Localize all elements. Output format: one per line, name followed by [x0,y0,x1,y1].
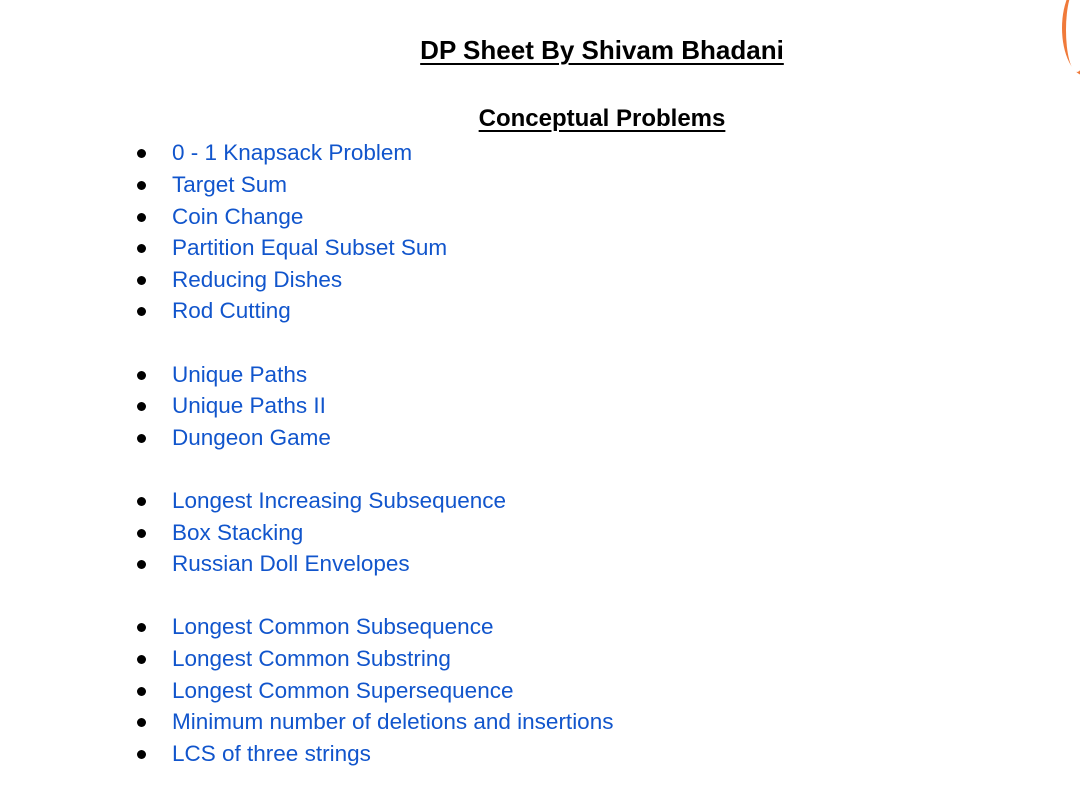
list-item [131,423,331,453]
bullet-icon [137,244,146,253]
problem-link[interactable]: Russian Doll Envelopes [172,551,410,576]
problem-link[interactable]: LCS of three strings [172,741,371,766]
bullet-icon [137,655,146,664]
bullet-icon [137,371,146,380]
list-item [131,170,287,200]
bullet-icon [137,276,146,285]
problem-link[interactable]: Rod Cutting [172,298,291,323]
bullet-icon [137,687,146,696]
list-item [131,265,342,295]
bullet-icon [137,718,146,727]
list-item [131,296,291,326]
list-item [131,707,613,737]
list-item [131,549,410,579]
list-item [131,391,326,421]
list-item [131,360,307,390]
problem-link[interactable]: Unique Paths [172,362,308,387]
bullet-icon [137,497,146,506]
document-title: DP Sheet By Shivam Bhadani [420,35,784,65]
problem-link[interactable]: Longest Common Subsequence [172,614,494,639]
problem-link[interactable]: Box Stacking [172,520,304,545]
problem-link[interactable]: Unique Paths II [172,393,326,418]
bullet-icon [137,434,146,443]
bullet-icon [137,623,146,632]
bullet-icon [137,307,146,316]
bullet-icon [137,750,146,759]
problem-link[interactable]: Reducing Dishes [172,267,343,292]
list-item [131,202,303,232]
list-item [131,739,371,769]
list-item [131,233,447,263]
bullet-icon [137,181,146,190]
list-item [131,518,303,548]
problem-link[interactable]: Longest Common Substring [172,646,451,671]
problem-link[interactable]: 0 - 1 Knapsack Problem [172,140,413,165]
list-item [131,612,493,642]
section-title: Conceptual Problems [478,105,726,132]
list-item [131,486,506,516]
problem-link[interactable]: Target Sum [172,172,288,197]
problem-link[interactable]: Dungeon Game [172,425,331,450]
problem-link[interactable]: Longest Common Supersequence [172,678,514,703]
bullet-icon [137,149,146,158]
bullet-icon [137,213,146,222]
list-item [131,138,412,168]
bullet-icon [137,529,146,538]
list-item [131,644,451,674]
bullet-icon [137,560,146,569]
problem-link[interactable]: Partition Equal Subset Sum [172,235,448,260]
problem-link[interactable]: Coin Change [172,204,304,229]
bullet-icon [137,402,146,411]
problem-link[interactable]: Minimum number of deletions and insertions [172,709,614,734]
list-item [131,676,513,706]
problem-link[interactable]: Longest Increasing Subsequence [172,488,506,513]
